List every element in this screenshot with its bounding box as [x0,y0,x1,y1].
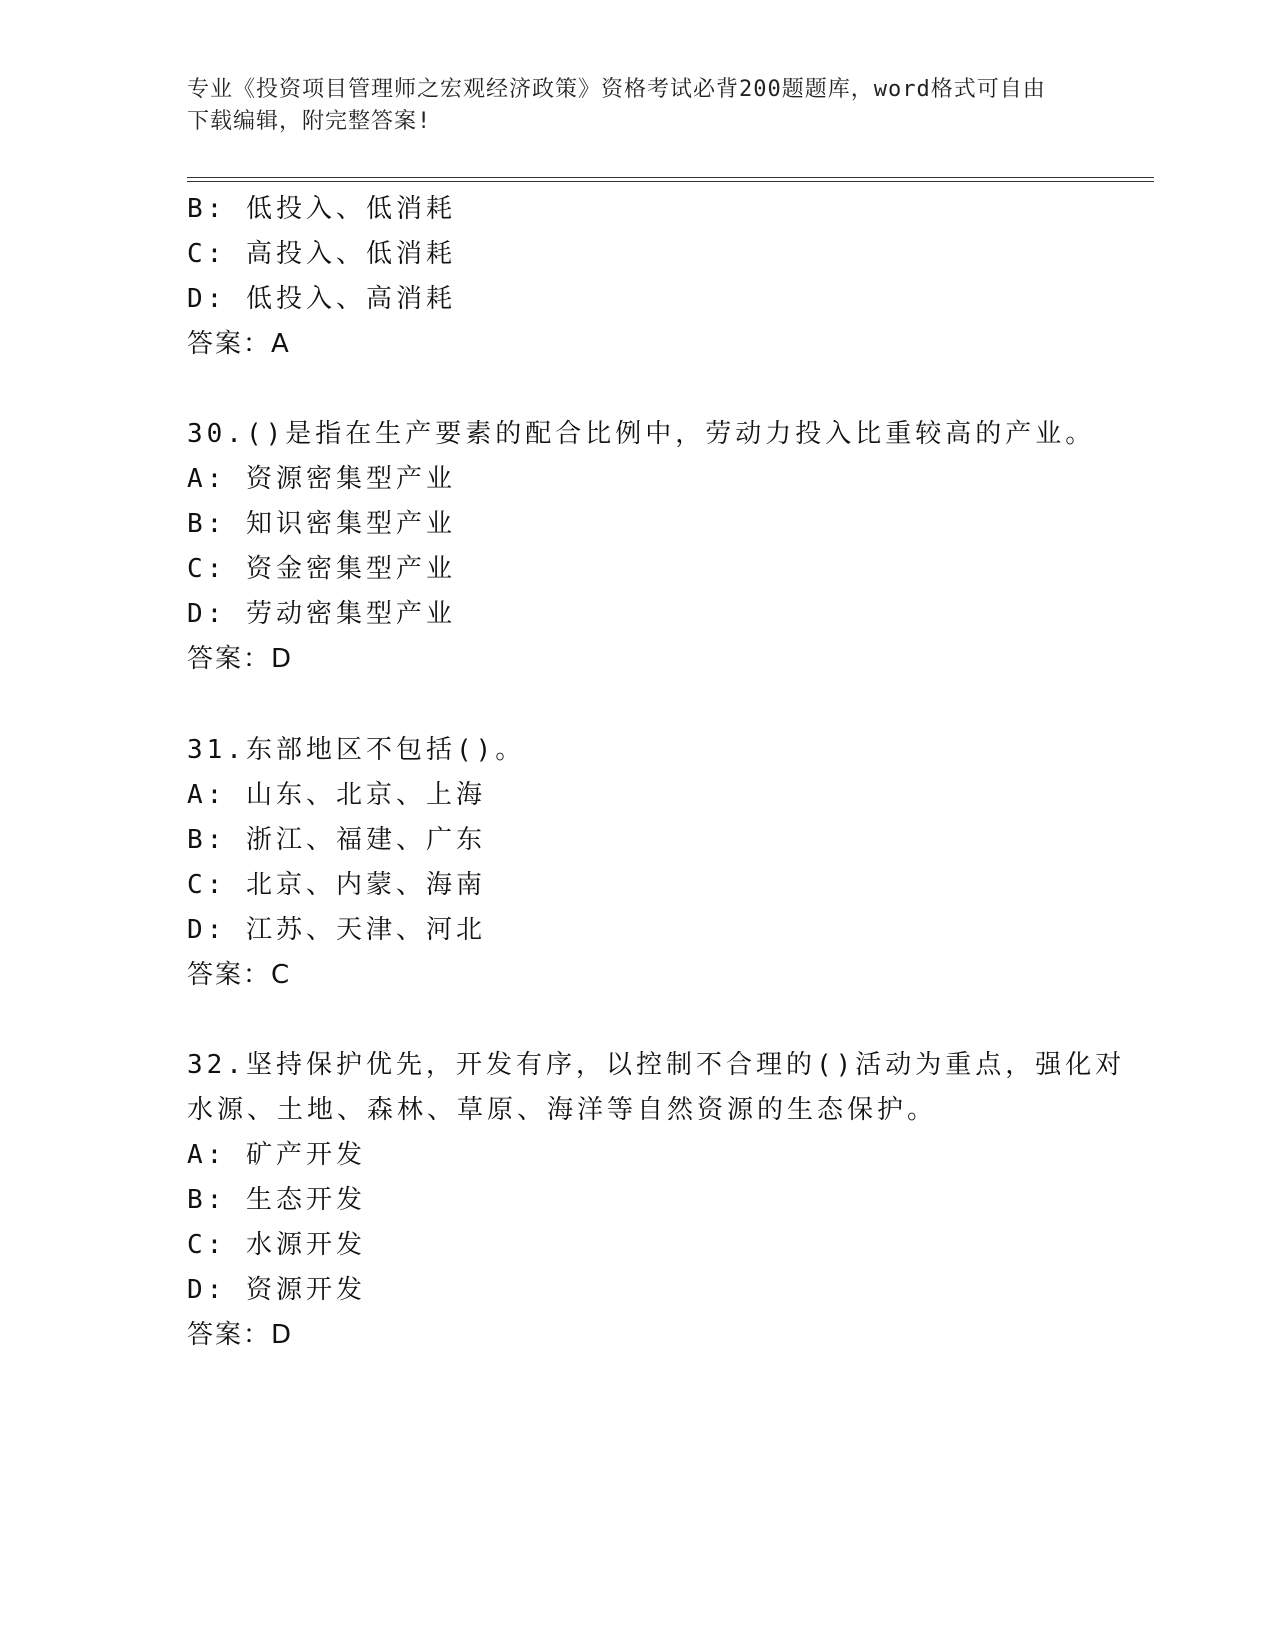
header-divider [187,177,1154,182]
q29-option-d: D: 低投入、高消耗 [187,284,456,314]
q30-option-a: A: 资源密集型产业 [187,464,456,494]
q30-option-b: B: 知识密集型产业 [187,509,456,539]
q30-question: 30.()是指在生产要素的配合比例中，劳动力投入比重较高的产业。 [187,419,1096,449]
q32-option-d: D: 资源开发 [187,1275,366,1305]
q30-option-d: D: 劳动密集型产业 [187,599,456,629]
q31-answer: 答案：C [187,960,292,990]
q32-answer: 答案：D [187,1320,294,1350]
q30-option-c: C: 资金密集型产业 [187,554,456,584]
q31-option-d: D: 江苏、天津、河北 [187,915,486,945]
q31-option-a: A: 山东、北京、上海 [187,780,486,810]
document-header: 专业《投资项目管理师之宏观经济政策》资格考试必背200题题库，word格式可自由下载编辑，附完整答案! [187,77,1046,134]
q31-option-b: B: 浙江、福建、广东 [187,825,486,855]
q29-option-b: B: 低投入、低消耗 [187,194,456,224]
q32-question-line1: 32.坚持保护优先，开发有序，以控制不合理的()活动为重点，强化对 [187,1050,1126,1080]
q32-question-line2: 水源、土地、森林、草原、海洋等自然资源的生态保护。 [187,1095,938,1125]
q31-option-c: C: 北京、内蒙、海南 [187,870,486,900]
q32-option-b: B: 生态开发 [187,1185,366,1215]
q32-option-c: C: 水源开发 [187,1230,366,1260]
q32-option-a: A: 矿产开发 [187,1140,366,1170]
q30-answer: 答案：D [187,644,294,674]
q29-answer: 答案：A [187,329,291,359]
q29-option-c: C: 高投入、低消耗 [187,239,456,269]
q31-question: 31.东部地区不包括()。 [187,735,526,765]
